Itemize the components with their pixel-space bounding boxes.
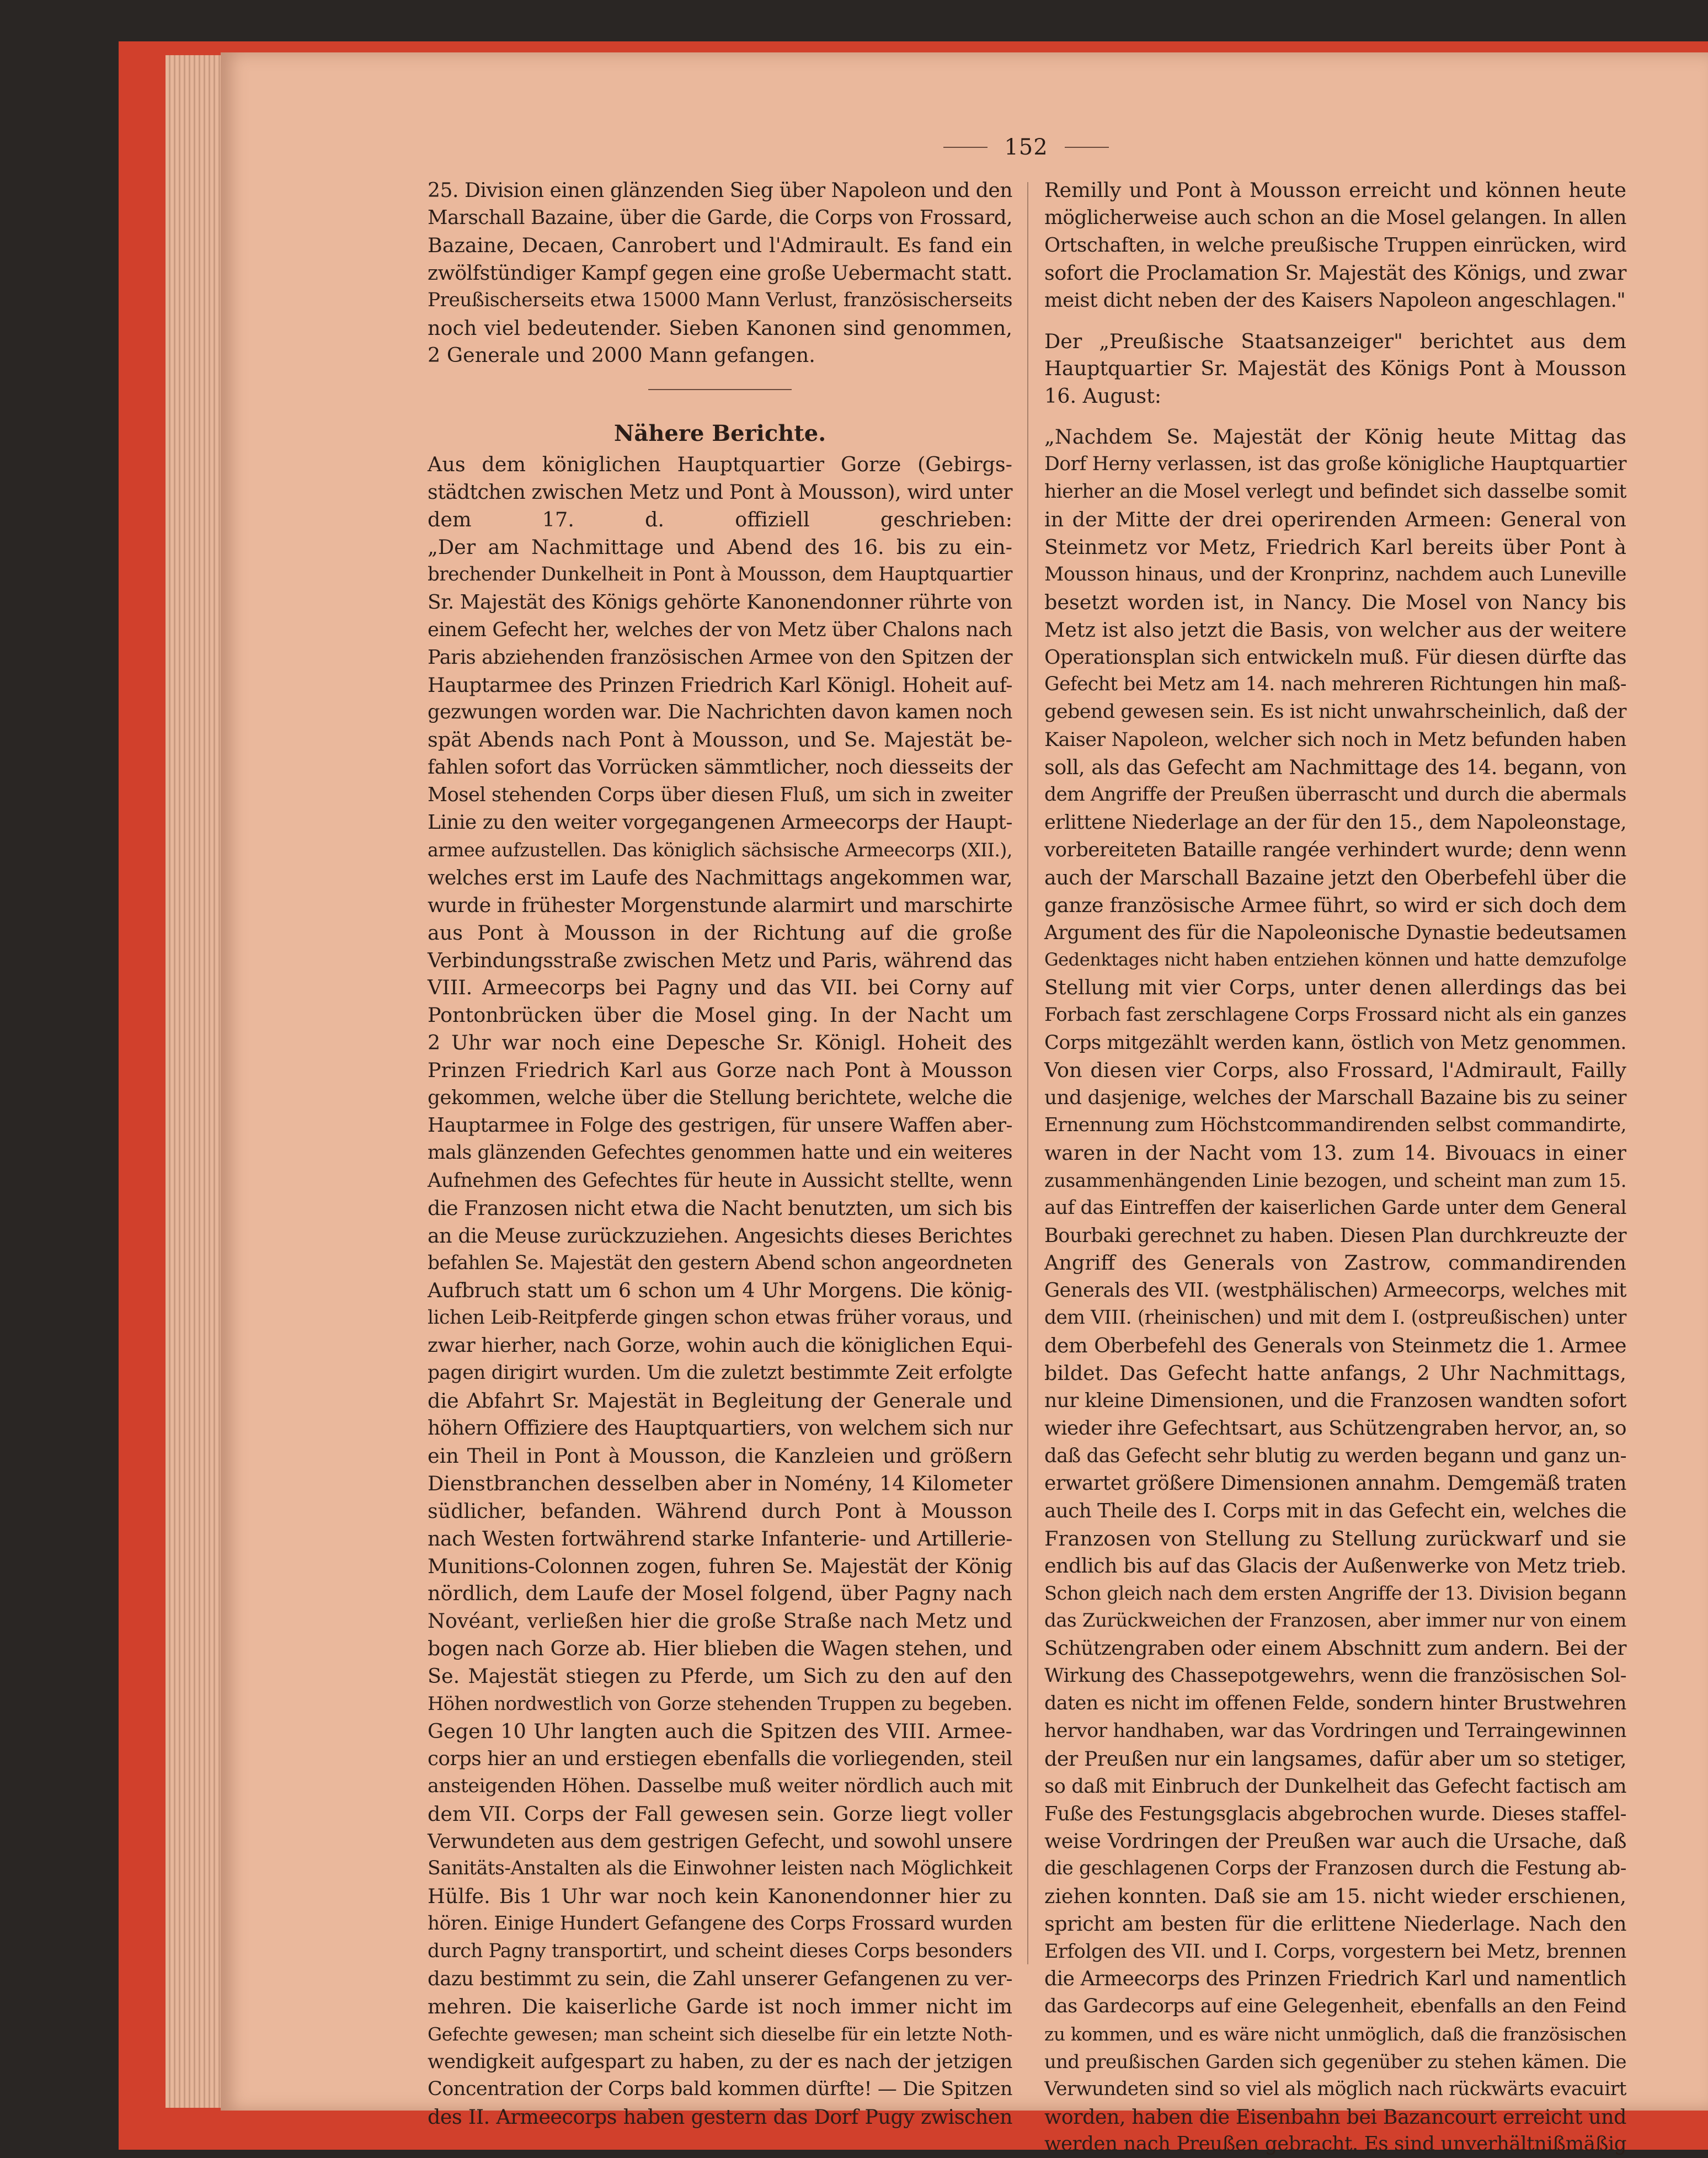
text-line: Sr. Majestät des Königs gehörte Kanonendonner rührte von [428, 590, 1012, 614]
text-line: welches erst im Laufe des Nachmittags angekommen war, [428, 865, 1012, 889]
text-line: ziehen konnten. Daß sie am 15. nicht wieder erschienen, [1044, 1884, 1626, 1909]
page-edges [166, 55, 226, 2108]
header-rule-right [1065, 147, 1109, 148]
text-line: auf das Eintreffen der kaiserlichen Garde unter dem General [1044, 1196, 1626, 1219]
text-line: zusammenhängenden Linie bezogen, und scheint man zum 15. [1044, 1169, 1626, 1191]
text-line: Prinzen Friedrich Karl aus Gorze nach Pont à Mousson [428, 1058, 1012, 1083]
text-line: Operationsplan sich entwickeln muß. Für diesen dürfte das [1044, 646, 1626, 669]
text-line: die Franzosen nicht etwa die Nacht benutzten, um sich bis [428, 1196, 1012, 1220]
text-line: brechender Dunkelheit in Pont à Mousson, dem Hauptquartier [428, 563, 1012, 585]
text-line: Munitions-Colonnen zogen, fuhren Se. Majestät der König [428, 1554, 1012, 1578]
text-line: gekommen, welche über die Stellung berichtete, welche die [428, 1086, 1012, 1110]
text-line: das Gardecorps auf eine Gelegenheit, ebenfalls an den Feind [1044, 1995, 1626, 2017]
text-line: Novéant, verließen hier die große Straße nach Metz und [428, 1609, 1012, 1633]
text-line: Verwundeten aus dem gestrigen Gefecht, und sowohl unsere [428, 1830, 1012, 1853]
text-line: durch Pagny transportirt, und scheint dieses Corps besonders [428, 1940, 1012, 1963]
text-line: hierher an die Mosel verlegt und befindet sich dasselbe somit [1044, 481, 1626, 503]
text-line: Aufbruch statt um 6 schon um 4 Uhr Morgens. Die könig- [428, 1278, 1012, 1303]
text-line: der Preußen nur ein langsames, dafür aber um so stetiger, [1044, 1746, 1627, 1771]
text-line: Hauptarmee des Prinzen Friedrich Karl Königl. Hoheit auf- [428, 673, 1012, 697]
text-line: städtchen zwischen Metz und Pont à Mousson), wird unter [428, 480, 1012, 504]
text-line: fahlen sofort das Vorrücken sämmtlicher, noch diesseits der [428, 756, 1012, 779]
text-line: gezwungen worden war. Die Nachrichten davon kamen noch [428, 701, 1012, 724]
text-line: 2 Uhr war noch eine Depesche Sr. Königl. Hoheit des [428, 1031, 1012, 1055]
text-line: so daß mit Einbruch der Dunkelheit das Gefecht factisch am [1044, 1775, 1626, 1798]
text-line: zu kommen, und es wäre nicht unmöglich, daß die französischen [1044, 2023, 1626, 2045]
text-line: an die Meuse zurückzuziehen. Angesichts dieses Berichtes [428, 1223, 1012, 1248]
text-line: nördlich, dem Laufe der Mosel folgend, über Pagny nach [428, 1581, 1012, 1606]
intro-paragraph [428, 177, 1012, 369]
text-line: gebend gewesen sein. Es ist nicht unwahrscheinlich, daß der [1044, 701, 1626, 723]
text-line: Metz ist also jetzt die Basis, von welcher aus der weitere [1044, 617, 1627, 642]
text-line: Forbach fast zerschlagene Corps Frossard nicht als ein ganzes [1044, 1004, 1626, 1026]
text-line: Remilly und Pont à Mousson erreicht und können heute [1044, 178, 1626, 202]
text-line: in der Mitte der drei operirenden Armeen: General von [1044, 507, 1626, 531]
text-line: „Der am Nachmittage und Abend des 16. bis zu ein- [428, 535, 1012, 559]
staatsanzeiger-report [1044, 423, 1626, 2158]
text-line: dem VII. Corps der Fall gewesen sein. Gorze liegt voller [428, 1802, 1012, 1826]
text-line: Dienstbranchen desselben aber in Nomény, 14 Kilometer [428, 1471, 1012, 1495]
text-line: Fuße des Festungsglacis abgebrochen wurde. Dieses staffel- [1044, 1802, 1626, 1825]
text-line: spät Abends nach Pont à Mousson, und Se. Majestät be- [428, 728, 1012, 752]
text-line: Generals des VII. (westphälischen) Armeecorps, welches mit [1044, 1279, 1626, 1302]
text-line: Mousson hinaus, und der Kronprinz, nachdem auch Luneville [1044, 563, 1626, 585]
text-line: zwar hierher, nach Gorze, wohin auch die königlichen Equi- [428, 1334, 1012, 1357]
text-line: auch Theile des I. Corps mit in das Gefecht ein, welches die [1044, 1499, 1626, 1522]
text-line: aus Pont à Mousson in der Richtung auf die große [428, 920, 1012, 945]
text-line: Stellung mit vier Corps, unter denen allerdings das bei [1044, 976, 1626, 1000]
section-heading: Nähere Berichte. [613, 420, 826, 447]
text-line: werden nach Preußen gebracht. Es sind unverhältnißmäßig [1044, 2133, 1626, 2156]
text-line: Der „Preußische Staatsanzeiger" berichtet aus dem [1044, 329, 1626, 353]
text-line: Kaiser Napoleon, welcher sich noch in Metz befunden haben [1044, 728, 1626, 752]
text-line: und preußischen Garden sich gegenüber zu stehen kämen. Die [1044, 2050, 1626, 2072]
text-line: die Armeecorps des Prinzen Friedrich Karl und namentlich [1044, 1967, 1626, 1990]
text-line: Aus dem königlichen Hauptquartier Gorze (Gebirgs- [428, 452, 1012, 477]
text-line: vorbereiteten Bataille rangée verhindert wurde; denn wenn [1044, 838, 1626, 861]
text-line: Gefecht bei Metz am 14. nach mehreren Richtungen hin maß- [1044, 673, 1626, 696]
text-line: Verbindungsstraße zwischen Metz und Paris, während das [428, 948, 1012, 972]
text-line: Steinmetz vor Metz, Friedrich Karl bereits über Pont à [1044, 535, 1626, 559]
text-line: Ortschaften, in welche preußische Truppen einrücken, wird [1044, 233, 1626, 257]
text-line: Ernennung zum Höchstcommandirenden selbst commandirte, [1044, 1113, 1626, 1136]
text-line: erlittene Niederlage an der für den 15., dem Napoleonstage, [1044, 811, 1626, 834]
text-line: waren in der Nacht vom 13. zum 14. Bivouacs in einer [1044, 1141, 1626, 1165]
text-line: armee aufzustellen. Das königlich sächsische Armeecorps (XII.), [428, 839, 1012, 861]
text-line: Aufnehmen des Gefechtes für heute in Aussicht stellte, wenn [428, 1169, 1012, 1192]
text-line: Argument des für die Napoleonische Dynastie bedeutsamen [1044, 921, 1626, 944]
text-line: dem Angriffe der Preußen überrascht und durch die abermals [1044, 784, 1626, 806]
text-line: die Abfahrt Sr. Majestät in Begleitung der Generale und [428, 1389, 1012, 1413]
text-line: Von diesen vier Corps, also Frossard, l'Admirault, Failly [1044, 1058, 1626, 1083]
text-line: Hauptquartier Sr. Majestät des Königs Pont à Mousson [1044, 356, 1626, 381]
text-line: höhern Offiziere des Hauptquartiers, von welchem sich nur [428, 1416, 1012, 1440]
text-line: die geschlagenen Corps der Franzosen durch die Festung ab- [1044, 1857, 1626, 1880]
text-line: spricht am besten für die erlittene Niederlage. Nach den [1044, 1912, 1626, 1936]
text-line: mals glänzenden Gefechtes genommen hatte und ein weiteres [428, 1141, 1012, 1164]
text-line: Franzosen von Stellung zu Stellung zurückwarf und sie [1044, 1526, 1626, 1550]
text-line: besetzt worden ist, in Nancy. Die Mosel von Nancy bis [1044, 590, 1626, 614]
text-line: Bourbaki gerechnet zu haben. Diesen Plan durchkreuzte der [1044, 1224, 1626, 1247]
text-line: meist dicht neben der des Kaisers Napoleon angeschlagen." [1044, 289, 1626, 312]
text-line: Höhen nordwestlich von Gorze stehenden Truppen zu begeben. [428, 1693, 1012, 1715]
text-line: 16. August: [1044, 384, 1162, 408]
text-line: wurde in frühester Morgenstunde alarmirt und marschirte [428, 893, 1013, 917]
text-line: zwölfstündiger Kampf gegen eine große Uebermacht statt. [428, 260, 1012, 285]
text-line: wendigkeit aufgespart zu haben, zu der es nach der jetzigen [428, 2050, 1012, 2073]
text-line: sofort die Proclamation Sr. Majestät des Königs, und zwar [1044, 260, 1626, 285]
text-line: daten es nicht im offenen Felde, sondern hinter Brustwehren [1044, 1692, 1626, 1714]
text-line: Erfolgen des VII. und I. Corps, vorgestern bei Metz, brennen [1044, 1940, 1626, 1963]
text-line: weise Vordringen der Preußen war auch die Ursache, daß [1044, 1829, 1626, 1853]
text-line: Gegen 10 Uhr langten auch die Spitzen des VIII. Armee- [428, 1719, 1012, 1743]
text-line: Wirkung des Chassepotgewehrs, wenn die französischen Sol- [1044, 1665, 1626, 1687]
text-line: Mosel stehenden Corps über diesen Fluß, um sich in zweiter [428, 784, 1012, 807]
right-column [1044, 177, 1626, 2158]
text-line: ansteigenden Höhen. Dasselbe muß weiter nördlich auch mit [428, 1775, 1012, 1797]
text-line: dem Oberbefehl des Generals von Steinmetz die 1. Armee [1044, 1334, 1626, 1358]
text-line: südlicher, befanden. Während durch Pont à Mousson [428, 1499, 1012, 1523]
text-line: mehren. Die kaiserliche Garde ist noch immer nicht im [428, 1995, 1012, 2018]
text-line: Pontonbrücken über die Mosel ging. In der Nacht um [428, 1003, 1012, 1027]
text-line: dem 17. d. offiziell geschrieben: [428, 508, 1012, 532]
text-line: hervor handhaben, war das Vordringen und Terraingewinnen [1044, 1719, 1626, 1742]
text-line: worden, haben die Eisenbahn bei Bazancourt erreicht und [1044, 2104, 1626, 2129]
text-line: corps hier an und erstiegen ebenfalls die vorliegenden, steil [428, 1747, 1012, 1770]
text-line: Schützengraben oder einem Abschnitt zum andern. Bei der [1044, 1637, 1626, 1660]
text-line: befahlen Se. Majestät den gestern Abend schon angeordneten [428, 1251, 1012, 1274]
text-line: Preußischerseits etwa 15000 Mann Verlust, französischerseits [428, 289, 1012, 311]
text-line: nur kleine Dimensionen, und die Franzosen wandten sofort [1044, 1389, 1626, 1412]
text-line: VIII. Armeecorps bei Pagny und das VII. bei Corny auf [428, 976, 1012, 1000]
text-line: auch der Marschall Bazaine jetzt den Oberbefehl über die [1044, 865, 1626, 889]
text-line: pagen dirigirt wurden. Um die zuletzt bestimmte Zeit erfolgte [428, 1362, 1012, 1384]
header-rule-left [943, 147, 988, 148]
report-body [428, 451, 1012, 2130]
text-line: dem VIII. (rheinischen) und mit dem I. (ostpreußischen) unter [1044, 1307, 1626, 1329]
text-line: Linie zu den weiter vorgegangenen Armeecorps der Haupt- [428, 811, 1012, 834]
text-line: Hülfe. Bis 1 Uhr war noch kein Kanonendonner hier zu [428, 1884, 1012, 1909]
text-line: Gedenktages nicht haben entziehen können und hatte demzufolge [1044, 949, 1626, 971]
page-number: 152 [1004, 135, 1048, 160]
text-line: Gefechte gewesen; man scheint sich dieselbe für ein letzte Noth- [428, 2023, 1012, 2045]
text-line: erwartet größere Dimensionen annahm. Demgemäß traten [1044, 1471, 1626, 1495]
text-line: noch viel bedeutender. Sieben Kanonen sind genommen, [428, 316, 1012, 340]
text-line: 25. Division einen glänzenden Sieg über Napoleon und den [428, 178, 1012, 202]
text-line: Verwundeten sind so viel als möglich nach rückwärts evacuirt [1044, 2077, 1626, 2100]
text-line: Corps mitgezählt werden kann, östlich von Metz genommen. [1044, 1031, 1626, 1054]
text-line: Sanitäts-Anstalten als die Einwohner leisten nach Möglichkeit [428, 1857, 1012, 1880]
text-line: hören. Einige Hundert Gefangene des Corps Frossard wurden [428, 1912, 1012, 1935]
text-line: Hauptarmee in Folge des gestrigen, für unsere Waffen aber- [428, 1114, 1012, 1137]
text-line: das Zurückweichen der Franzosen, aber immer nur von einem [1044, 1610, 1626, 1632]
text-line: bildet. Das Gefecht hatte anfangs, 2 Uhr Nachmittags, [1044, 1361, 1626, 1386]
text-line: Angriff des Generals von Zastrow, commandirenden [1044, 1251, 1626, 1275]
text-line: einem Gefecht her, welches der von Metz über Chalons nach [428, 618, 1012, 641]
text-line: 2 Generale und 2000 Mann gefangen. [428, 343, 815, 367]
text-line: Se. Majestät stiegen zu Pferde, um Sich zu den auf den [428, 1664, 1012, 1688]
text-line: Concentration der Corps bald kommen dürfte! — Die Spitzen [428, 2077, 1012, 2100]
text-line: möglicherweise auch schon an die Mosel gelangen. In allen [1044, 206, 1626, 229]
text-line: soll, als das Gefecht am Nachmittage des 14. begann, von [1044, 755, 1626, 780]
left-column [428, 177, 1012, 2131]
text-line: Schon gleich nach dem ersten Angriffe der 13. Division begann [1044, 1582, 1626, 1605]
text-line: ein Theil in Pont à Mousson, die Kanzleien und größern [428, 1443, 1012, 1468]
text-line: dazu bestimmt zu sein, die Zahl unserer Gefangenen zu ver- [428, 1968, 1012, 1991]
section-divider [648, 389, 792, 390]
text-line: nach Westen fortwährend starke Infanterie- und Artillerie- [428, 1526, 1012, 1550]
report-continuation [1044, 177, 1626, 315]
column-divider [1027, 182, 1028, 1964]
staatsanzeiger-intro [1044, 328, 1626, 411]
text-line: Paris abziehenden französischen Armee von den Spitzen der [428, 646, 1012, 669]
text-line: wieder ihre Gefechtsart, aus Schützengraben hervor, an, so [1044, 1416, 1626, 1440]
text-line: lichen Leib-Reitpferde gingen schon etwas früher voraus, und [428, 1307, 1012, 1329]
text-line: Bazaine, Decaen, Canrobert und l'Admirault. Es fand ein [428, 233, 1012, 257]
text-line: des II. Armeecorps haben gestern das Dorf Pugy zwischen [428, 2104, 1012, 2129]
text-line: bogen nach Gorze ab. Hier blieben die Wagen stehen, und [428, 1637, 1012, 1661]
text-line: „Nachdem Se. Majestät der König heute Mittag das [1044, 425, 1626, 449]
text-line: Marschall Bazaine, über die Garde, die Corps von Frossard, [428, 206, 1012, 229]
text-line: und dasjenige, welches der Marschall Bazaine bis zu seiner [1044, 1086, 1626, 1109]
text-line: endlich bis auf das Glacis der Außenwerke von Metz trieb. [1044, 1554, 1626, 1578]
page-header [938, 128, 1114, 167]
text-line: daß das Gefecht sehr blutig zu werden begann und ganz un- [1044, 1444, 1626, 1467]
text-line: ganze französische Armee führt, so wird er sich doch dem [1044, 893, 1626, 917]
text-line: Dorf Herny verlassen, ist das große königliche Hauptquartier [1044, 453, 1626, 476]
